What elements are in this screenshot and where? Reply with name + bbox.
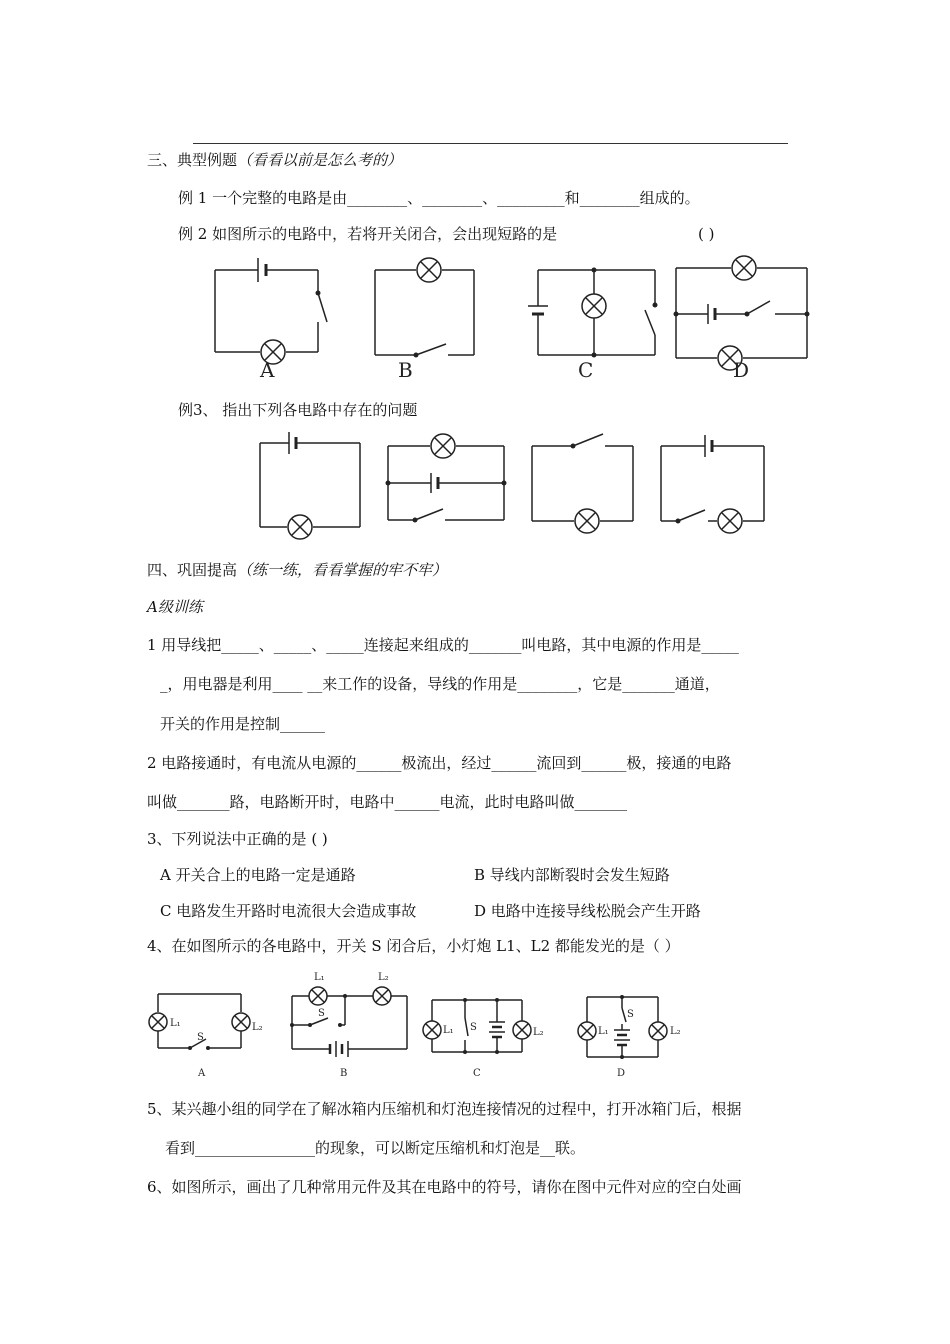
q4-circuit-b <box>290 972 407 1079</box>
q3-stem: 3、下列说法中正确的是 ( ) <box>147 830 328 848</box>
q1-line1: 1 用导线把_____、_____、_____连接起来组成的_______叫电路，其中电源的作用是_____ <box>147 636 739 654</box>
q4a-l2-label: L₂ <box>252 1022 263 1033</box>
q4a-s-label: S <box>197 1032 204 1043</box>
q4d-s-label: S <box>627 1009 634 1020</box>
q4-circuit-a <box>149 994 263 1079</box>
q3-option-a: A 开关合上的电路一定是通路 <box>160 866 356 884</box>
section4-note: （练一练，看看掌握的牢不牢） <box>237 561 448 579</box>
q6-line1: 6、如图所示，画出了几种常用元件及其在电路中的符号，请你在图中元件对应的空白处画 <box>147 1178 742 1196</box>
q4b-s-label: S <box>318 1008 325 1019</box>
q4b-l2-label: L₂ <box>378 972 389 983</box>
q4-label-c: C <box>473 1068 481 1079</box>
q4b-l1-label: L₁ <box>314 972 325 983</box>
q4d-l1-label: L₁ <box>598 1026 609 1037</box>
q4-label-a: A <box>198 1068 206 1079</box>
q4-label-b: B <box>340 1068 348 1079</box>
level-a-heading: A级训练 <box>147 598 203 616</box>
example1: 例 1 一个完整的电路是由________、________、_________和________组成的。 <box>178 189 700 207</box>
example2-answer-paren: ( ) <box>698 225 715 243</box>
ex2-label-a: A <box>260 358 275 382</box>
q4-stem: 4、在如图所示的各电路中，开关 S 闭合后，小灯炮 L1、L2 都能发光的是（ ） <box>147 937 680 955</box>
q4c-l1-label: L₁ <box>443 1025 454 1036</box>
ex2-label-c: C <box>578 358 594 382</box>
q5-line2: 看到________________的现象，可以断定压缩机和灯泡是__联。 <box>165 1139 586 1157</box>
q5-line1: 5、某兴趣小组的同学在了解冰箱内压缩机和灯泡连接情况的过程中，打开冰箱门后，根据 <box>147 1100 742 1118</box>
q4c-l2-label: L₂ <box>533 1027 544 1038</box>
example2: 例 2 如图所示的电路中，若将开关闭合，会出现短路的是 <box>178 225 558 243</box>
q4a-l1-label: L₁ <box>170 1018 181 1029</box>
q2-line2: 叫做_______路，电路断开时，电路中______电流，此时电路叫做_______ <box>147 793 628 811</box>
section3-note: （看看以前是怎么考的） <box>237 151 403 169</box>
q4-label-d: D <box>617 1068 626 1079</box>
q4c-s-label: S <box>470 1022 477 1033</box>
q4-circuit-d <box>578 995 681 1079</box>
q3-option-d: D 电路中连接导线松脱会产生开路 <box>474 902 701 920</box>
q4d-l2-label: L₂ <box>670 1026 681 1037</box>
q4-circuit-c <box>423 998 544 1079</box>
section3-title: 三、典型例题 <box>147 151 238 169</box>
q3-option-b: B 导线内部断裂时会发生短路 <box>474 866 670 884</box>
q2-line1: 2 电路接通时，有电流从电源的______极流出，经过______流回到______极，接通的电路 <box>147 754 732 772</box>
ex2-label-d: D <box>733 358 750 382</box>
q3-option-c: C 电路发生开路时电流很大会造成事故 <box>160 902 417 920</box>
ex2-label-b: B <box>398 358 413 382</box>
example3: 例3、 指出下列各电路中存在的问题 <box>178 401 418 419</box>
section4-title: 四、巩固提高 <box>147 561 238 579</box>
q1-line2: _，用电器是利用____ __来工作的设备，导线的作用是________，它是_______通道， <box>160 675 720 693</box>
q1-line3: 开关的作用是控制______ <box>160 715 326 733</box>
